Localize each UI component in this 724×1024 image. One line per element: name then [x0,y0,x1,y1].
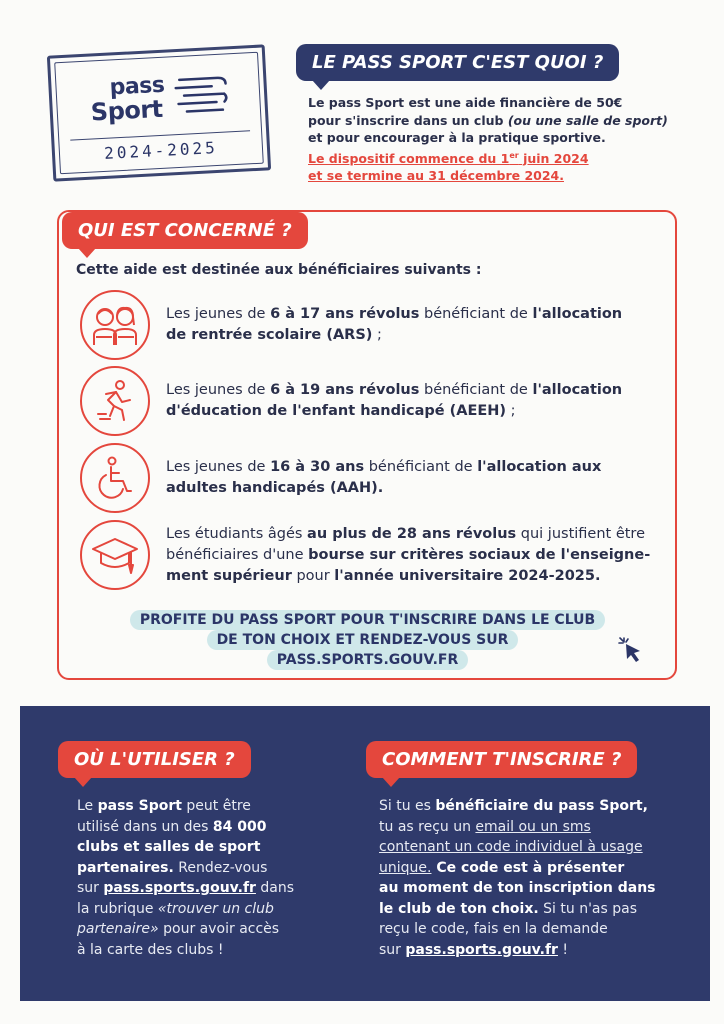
how-text-underline: contenant un code individuel à usage [379,839,643,855]
where-line [77,878,327,899]
cta-banner [120,610,615,670]
eligibility-title: QUI EST CONCERNÉ ? [78,220,292,241]
icon-circle [80,290,150,360]
icon-circle [80,366,150,436]
how-line [379,940,699,961]
item-text-bold: 6 à 17 ans révolus [270,306,420,322]
where-text-part: dans [255,880,295,896]
how-line [379,817,699,838]
item-text-bold: l'allocation [532,382,623,398]
where-line [77,858,327,879]
where-text-italic: «trouver un club [157,900,274,917]
how-text-bold: au moment de ton inscription dans [379,880,656,896]
start-date-month: juin 2024 [518,150,589,166]
pass-sport-logo [47,44,271,181]
item-text-part: Les jeunes de [166,306,271,322]
where-text-bold: 84 000 [212,818,267,835]
item-text-bold: de rentrée scolaire (ARS) [166,327,373,343]
how-text-bold: Ce code est à présenter [431,859,625,876]
where-text-part: utilisé dans un des [77,818,213,835]
where-line [77,919,327,940]
item-text-bold: d'éducation de l'enfant handicapé (AEEH) [166,403,507,419]
item-text [166,457,601,499]
how-line [379,858,699,879]
graduation-cap-icon [91,533,139,577]
start-date-line [308,147,698,168]
item-text [166,304,622,346]
speed-lines-icon [171,69,234,122]
how-text-part: sur [379,941,406,958]
pass-sport-link[interactable]: pass.sports.gouv.fr [405,941,558,958]
what-is-it-title: LE PASS SPORT C'EST QUOI ? [312,52,604,73]
item-text-part: Les jeunes de [166,459,271,475]
what-is-it-text [308,94,698,185]
where-line [77,837,327,858]
how-line [379,796,699,817]
icon-circle [80,520,150,590]
eligibility-lead: Cette aide est destinée aux bénéficiaires suivants : [76,262,482,278]
item-text-bold: 6 à 19 ans révolus [270,382,420,398]
item-text-part: qui justifient être [516,526,645,542]
item-text-bold: 16 à 30 ans [270,459,365,475]
how-text-part: Si tu es [379,798,436,814]
item-text-bold: l'année universitaire 2024-2025. [334,568,601,584]
where-text-bold: partenaires. [77,859,174,876]
how-line [379,837,699,858]
end-date-line: et se termine au 31 décembre 2024. [308,168,564,184]
where-line [77,796,327,817]
children-icon [90,303,140,347]
intro-line-part: pour s'inscrire dans un club [308,112,508,128]
heading-tail [382,777,400,787]
wheelchair-icon [92,455,138,501]
where-text-bold: pass Sport [97,798,182,814]
cursor-click-icon [618,636,646,664]
item-text-part: bénéficiaires d'une [166,547,309,563]
item-text-bold: bourse sur critères sociaux de l'enseigne- [308,547,651,563]
where-line: à la carte des clubs ! [77,941,224,958]
logo-word-pass: pass [108,72,166,101]
intro-line [308,112,698,130]
where-line [77,817,327,838]
where-text [77,796,327,960]
item-text-bold: l'allocation aux [477,459,602,475]
logo-season: 2024-2025 [70,130,251,167]
item-text [166,380,622,422]
intro-line-italic: (ou une salle de sport) [507,112,668,128]
item-text-bold: l'allocation [532,306,623,322]
heading-tail [74,777,92,787]
how-heading [366,741,637,778]
runner-icon [92,378,138,424]
how-line: reçu le code, fais en la demande [379,921,608,937]
item-text-bold: adultes handicapés (AAH). [166,480,384,496]
where-line [77,899,327,920]
item-text-part: bénéficiant de [419,382,533,398]
where-text-part: peut être [181,798,251,814]
how-text-bold: bénéficiaire du pass Sport, [435,798,648,814]
where-title: OÙ L'UTILISER ? [74,749,235,770]
pass-sport-link[interactable]: pass.sports.gouv.fr [103,880,256,896]
item-text-part: ; [372,327,382,343]
ordinal-suffix: er [509,150,519,160]
cta-line-1: PROFITE DU PASS SPORT POUR T'INSCRIRE DANS LE CLUB [130,610,605,630]
how-text-part: Si tu n'as pas [538,900,637,917]
how-text-part: ! [557,941,569,958]
where-text-part: pour avoir accès [158,921,280,937]
how-text-underline: unique. [379,859,432,876]
how-title: COMMENT T'INSCRIRE ? [382,749,622,770]
where-text-bold: clubs et salles de sport [77,839,261,855]
item-text-part: bénéficiant de [364,459,478,475]
item-text [166,524,650,587]
item-text-part: ; [506,403,516,419]
eligibility-heading [62,212,308,249]
item-text-part: bénéficiant de [419,306,533,322]
where-heading [58,741,251,778]
where-text-part: la rubrique [77,900,158,917]
item-text-bold: au plus de 28 ans révolus [307,526,517,542]
how-text-underline: email ou un sms [475,818,591,835]
how-text-part: tu as reçu un [379,818,476,835]
heading-tail [312,80,330,90]
start-date-text: Le dispositif commence du 1 [308,150,510,166]
item-text-bold: ment supérieur [166,568,292,584]
how-line [379,878,699,899]
what-is-it-heading [296,44,619,81]
where-text-part: sur [77,880,104,896]
logo-word-sport: Sport [90,94,164,127]
how-text [379,796,699,960]
where-text-italic: partenaire» [77,921,159,937]
cta-line-2[interactable]: DE TON CHOIX ET RENDEZ-VOUS SUR PASS.SPORTS.GOUV.FR [207,630,519,670]
icon-circle [80,443,150,513]
heading-tail [78,248,96,258]
item-text-part: Les étudiants âgés [166,526,308,542]
item-text-part: Les jeunes de [166,382,271,398]
item-text-part: pour [291,568,335,584]
how-line [379,899,699,920]
where-text-part: Le [77,798,98,814]
intro-line: Le pass Sport est une aide financière de 50€ [308,95,623,110]
how-text-bold: le club de ton choix. [379,900,539,917]
where-text-part: Rendez-vous [173,859,268,876]
intro-line: et pour encourager à la pratique sportive. [308,130,606,145]
